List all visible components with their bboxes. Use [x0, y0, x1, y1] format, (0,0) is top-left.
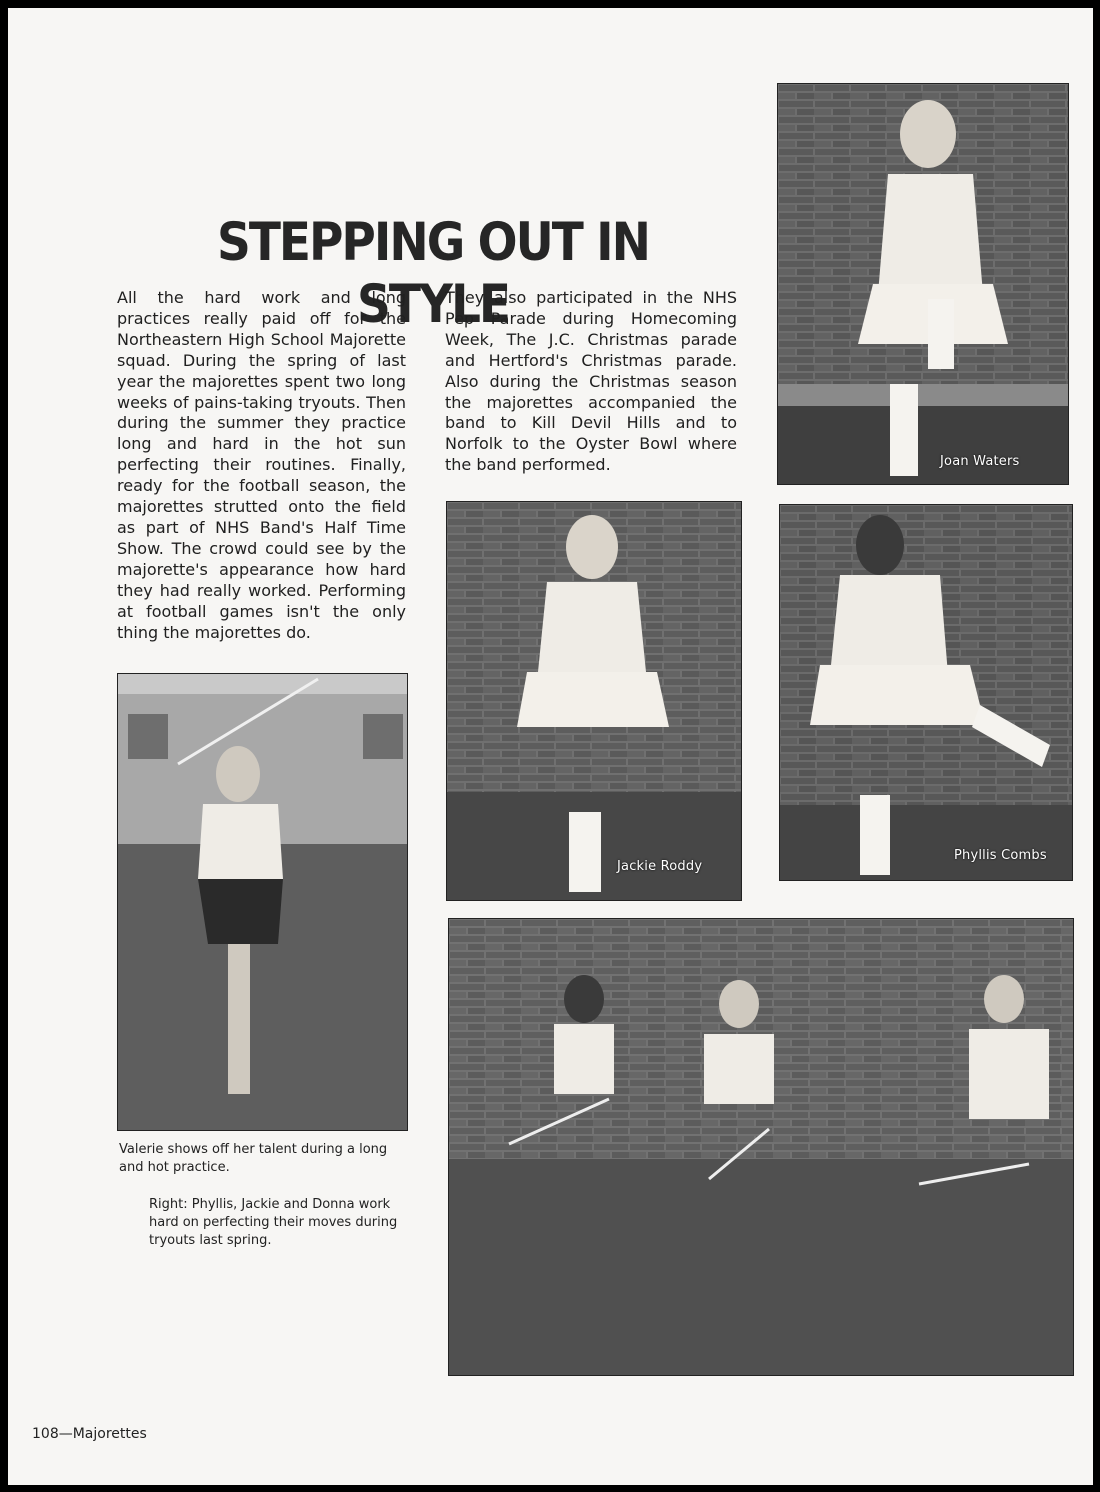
- photo-group-practice: [448, 918, 1074, 1376]
- photo-phyllis-combs: [779, 504, 1073, 881]
- photo-joan-waters: [777, 83, 1069, 485]
- photo-label-jackie-roddy: Jackie Roddy: [617, 859, 703, 874]
- photo-label-joan-waters: Joan Waters: [940, 454, 1020, 469]
- body-text-column-2: They also participated in the NHS Pep Parade during Homecoming Week, The J.C. Christmas parade and Hertford's Christmas parade. Also during the Christmas season the majorettes accompanied the band to Kill Devil Hills and to Norfolk to the Oyster Bowl where the band performed.: [445, 288, 737, 475]
- photo-jackie-roddy: [446, 501, 742, 901]
- caption-group: Right: Phyllis, Jackie and Donna work hard on perfecting their moves during tryouts last spring.: [149, 1197, 398, 1248]
- page-folio: 108—Majorettes: [32, 1426, 147, 1442]
- page-title: STEPPING OUT IN STYLE: [216, 212, 650, 336]
- photo-label-phyllis-combs: Phyllis Combs: [954, 848, 1047, 863]
- yearbook-page: [8, 8, 1093, 1485]
- body-text-column-1: All the hard work and long practices really paid off for the Northeastern High School Majorette squad. During the spring of last year the majorettes spent two long weeks of pains-taking tryouts. Then during the summer they practice long and hard in the hot sun perfecting their routines. Finally, ready for the football season, the majorettes strutted onto the field as part of NHS Band's Half Time Show. The crowd could see by the majorette's appearance how hard they had really worked. Performing at football games isn't the only thing the majorettes do.: [117, 288, 406, 642]
- caption-valerie: Valerie shows off her talent during a long and hot practice.: [119, 1142, 388, 1175]
- photo-valerie-practice: [117, 673, 408, 1131]
